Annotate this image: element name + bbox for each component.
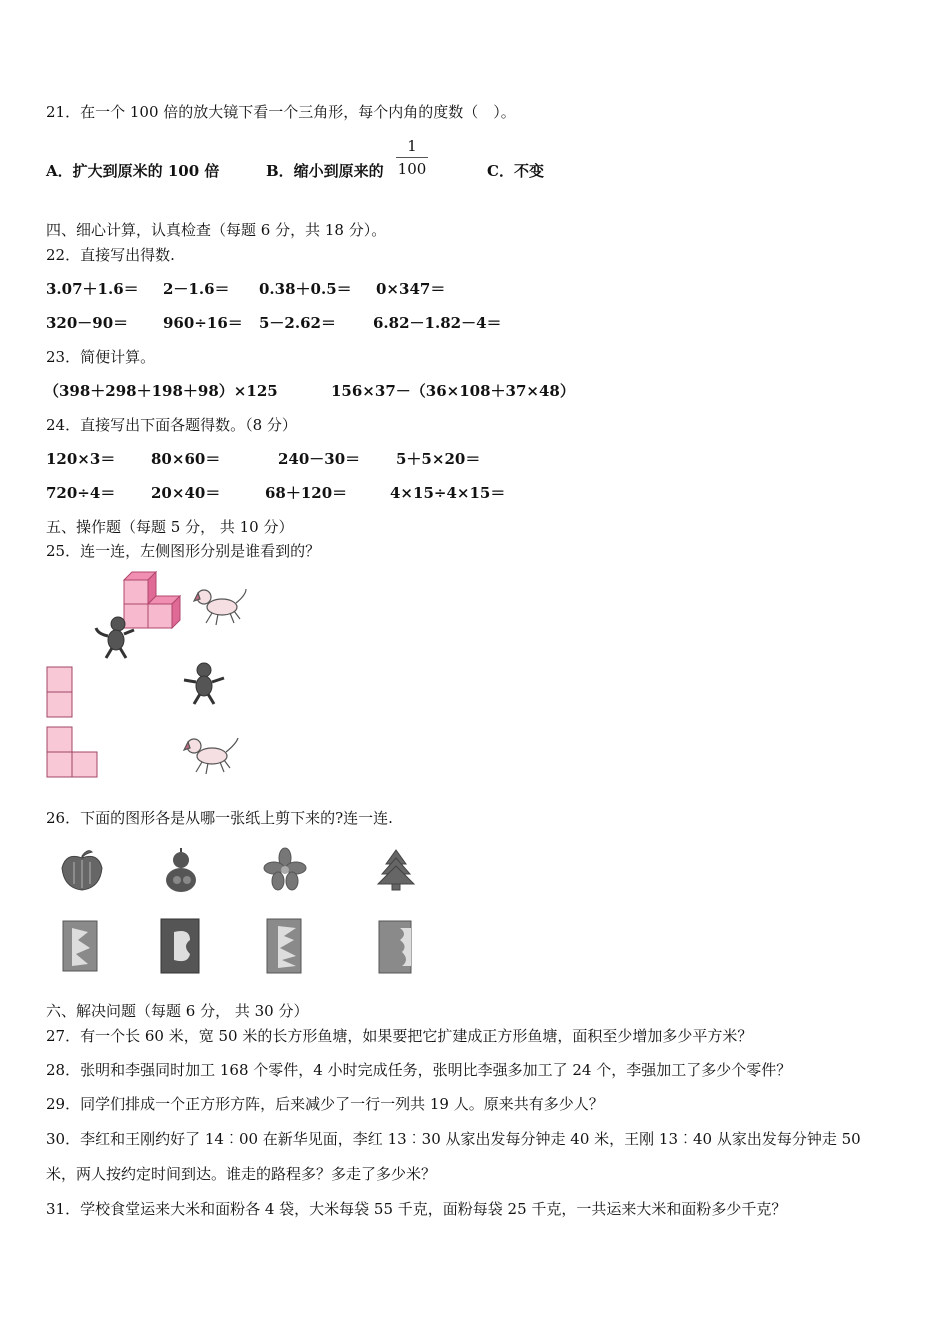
cut-paper-1-icon[interactable] [62,920,98,972]
q22-item: 6.82－1.82－4＝ [373,314,502,332]
q27-text: 27．有一个长 60 米，宽 50 米的长方形鱼塘，如果要把它扩建成正方形鱼塘，面积至少增加多少平方米？ [46,1027,753,1045]
dog-icon[interactable] [180,734,242,778]
view-square [47,727,72,752]
q25-stem: 25．连一连，左侧图形分别是谁看到的？ [46,542,321,560]
view-square [72,752,97,777]
apple-shape-icon[interactable] [58,848,106,892]
q22-item: 2－1.6＝ [163,280,230,298]
q22-stem: 22．直接写出得数. [46,246,175,264]
q26-stem: 26．下面的图形各是从哪一张纸上剪下来的?连一连. [46,809,393,827]
q30-text-line1: 30．李红和王刚约好了 14︰00 在新华见面，李红 13︰30 从家出发每分钟走 40 米，王刚 13︰40 从家出发每分钟走 50 [46,1130,861,1148]
q23-item: 156×37－（36×108＋37×48） [331,382,575,400]
q23-item: （398＋298＋198＋98）×125 [44,382,278,400]
q28-text: 28．张明和李强同时加工 168 个零件，4 小时完成任务，张明比李强多加工了 24 个，李强加工了多少个零件？ [46,1061,792,1079]
q21-fraction [396,137,428,178]
section6-title: 六、解决问题（每题 6 分， 共 30 分） [46,1002,309,1020]
q23-stem: 23．简便计算。 [46,348,156,366]
view-square [47,692,72,717]
q31-text: 31．学校食堂运来大米和面粉各 4 袋，大米每袋 55 千克，面粉每袋 25 千克，一共运来大米和面粉多少千克？ [46,1200,787,1218]
q22-item: 0×347＝ [376,280,446,298]
q24-item: 120×3＝ [46,450,116,468]
view-two-stacked-squares[interactable] [46,666,74,718]
q22-item: 320－90＝ [46,314,129,332]
q24-item: 5＋5×20＝ [396,450,481,468]
view-square [47,752,72,777]
q24-item: 720÷4＝ [46,484,116,502]
monkey-icon [92,614,140,662]
cube-front-face [124,580,148,604]
q24-item: 4×15÷4×15＝ [390,484,506,502]
q21-option-c[interactable]: C．不变 [487,162,544,180]
view-square [47,667,72,692]
cube-front-face [148,604,172,628]
cut-paper-3-icon[interactable] [266,918,302,974]
flower-shape-icon[interactable] [262,846,308,892]
q21-option-b[interactable]: B．缩小到原来的 [266,162,384,180]
q24-item: 20×40＝ [151,484,221,502]
q21-option-a[interactable]: A．扩大到原米的 100 倍 [46,162,220,180]
q24-stem: 24．直接写出下面各题得数。（8 分） [46,416,297,434]
q22-item: 3.07＋1.6＝ [46,280,139,298]
view-l-shape-squares[interactable] [46,726,100,778]
section4-title: 四、细心计算，认真检查（每题 6 分，共 18 分）。 [46,221,387,239]
q24-item: 240－30＝ [278,450,361,468]
fraction-bar [396,157,428,158]
q22-item: 960÷16＝ [163,314,243,332]
q22-item: 0.38＋0.5＝ [259,280,352,298]
fraction-denominator: 100 [397,160,427,178]
cut-paper-4-icon[interactable] [378,920,412,974]
q24-item: 80×60＝ [151,450,221,468]
gourd-shape-icon[interactable] [160,846,202,894]
q30-text-line2: 米，两人按约定时间到达。谁走的路程多？多走了多少米？ [46,1165,437,1183]
monkey-icon[interactable] [180,660,228,708]
q21-stem: 21．在一个 100 倍的放大镜下看一个三角形，每个内角的度数（ ）。 [46,103,516,121]
q22-item: 5－2.62＝ [259,314,336,332]
q29-text: 29．同学们排成一个正方形方阵，后来减少了一行一列共 19 人。原来共有多少人？ [46,1095,604,1113]
cut-paper-2-icon[interactable] [160,918,200,974]
tree-shape-icon[interactable] [374,848,418,892]
fraction-numerator: 1 [407,137,417,155]
q24-item: 68＋120＝ [265,484,348,502]
section5-title: 五、操作题（每题 5 分， 共 10 分） [46,518,294,536]
dog-icon [190,585,250,629]
